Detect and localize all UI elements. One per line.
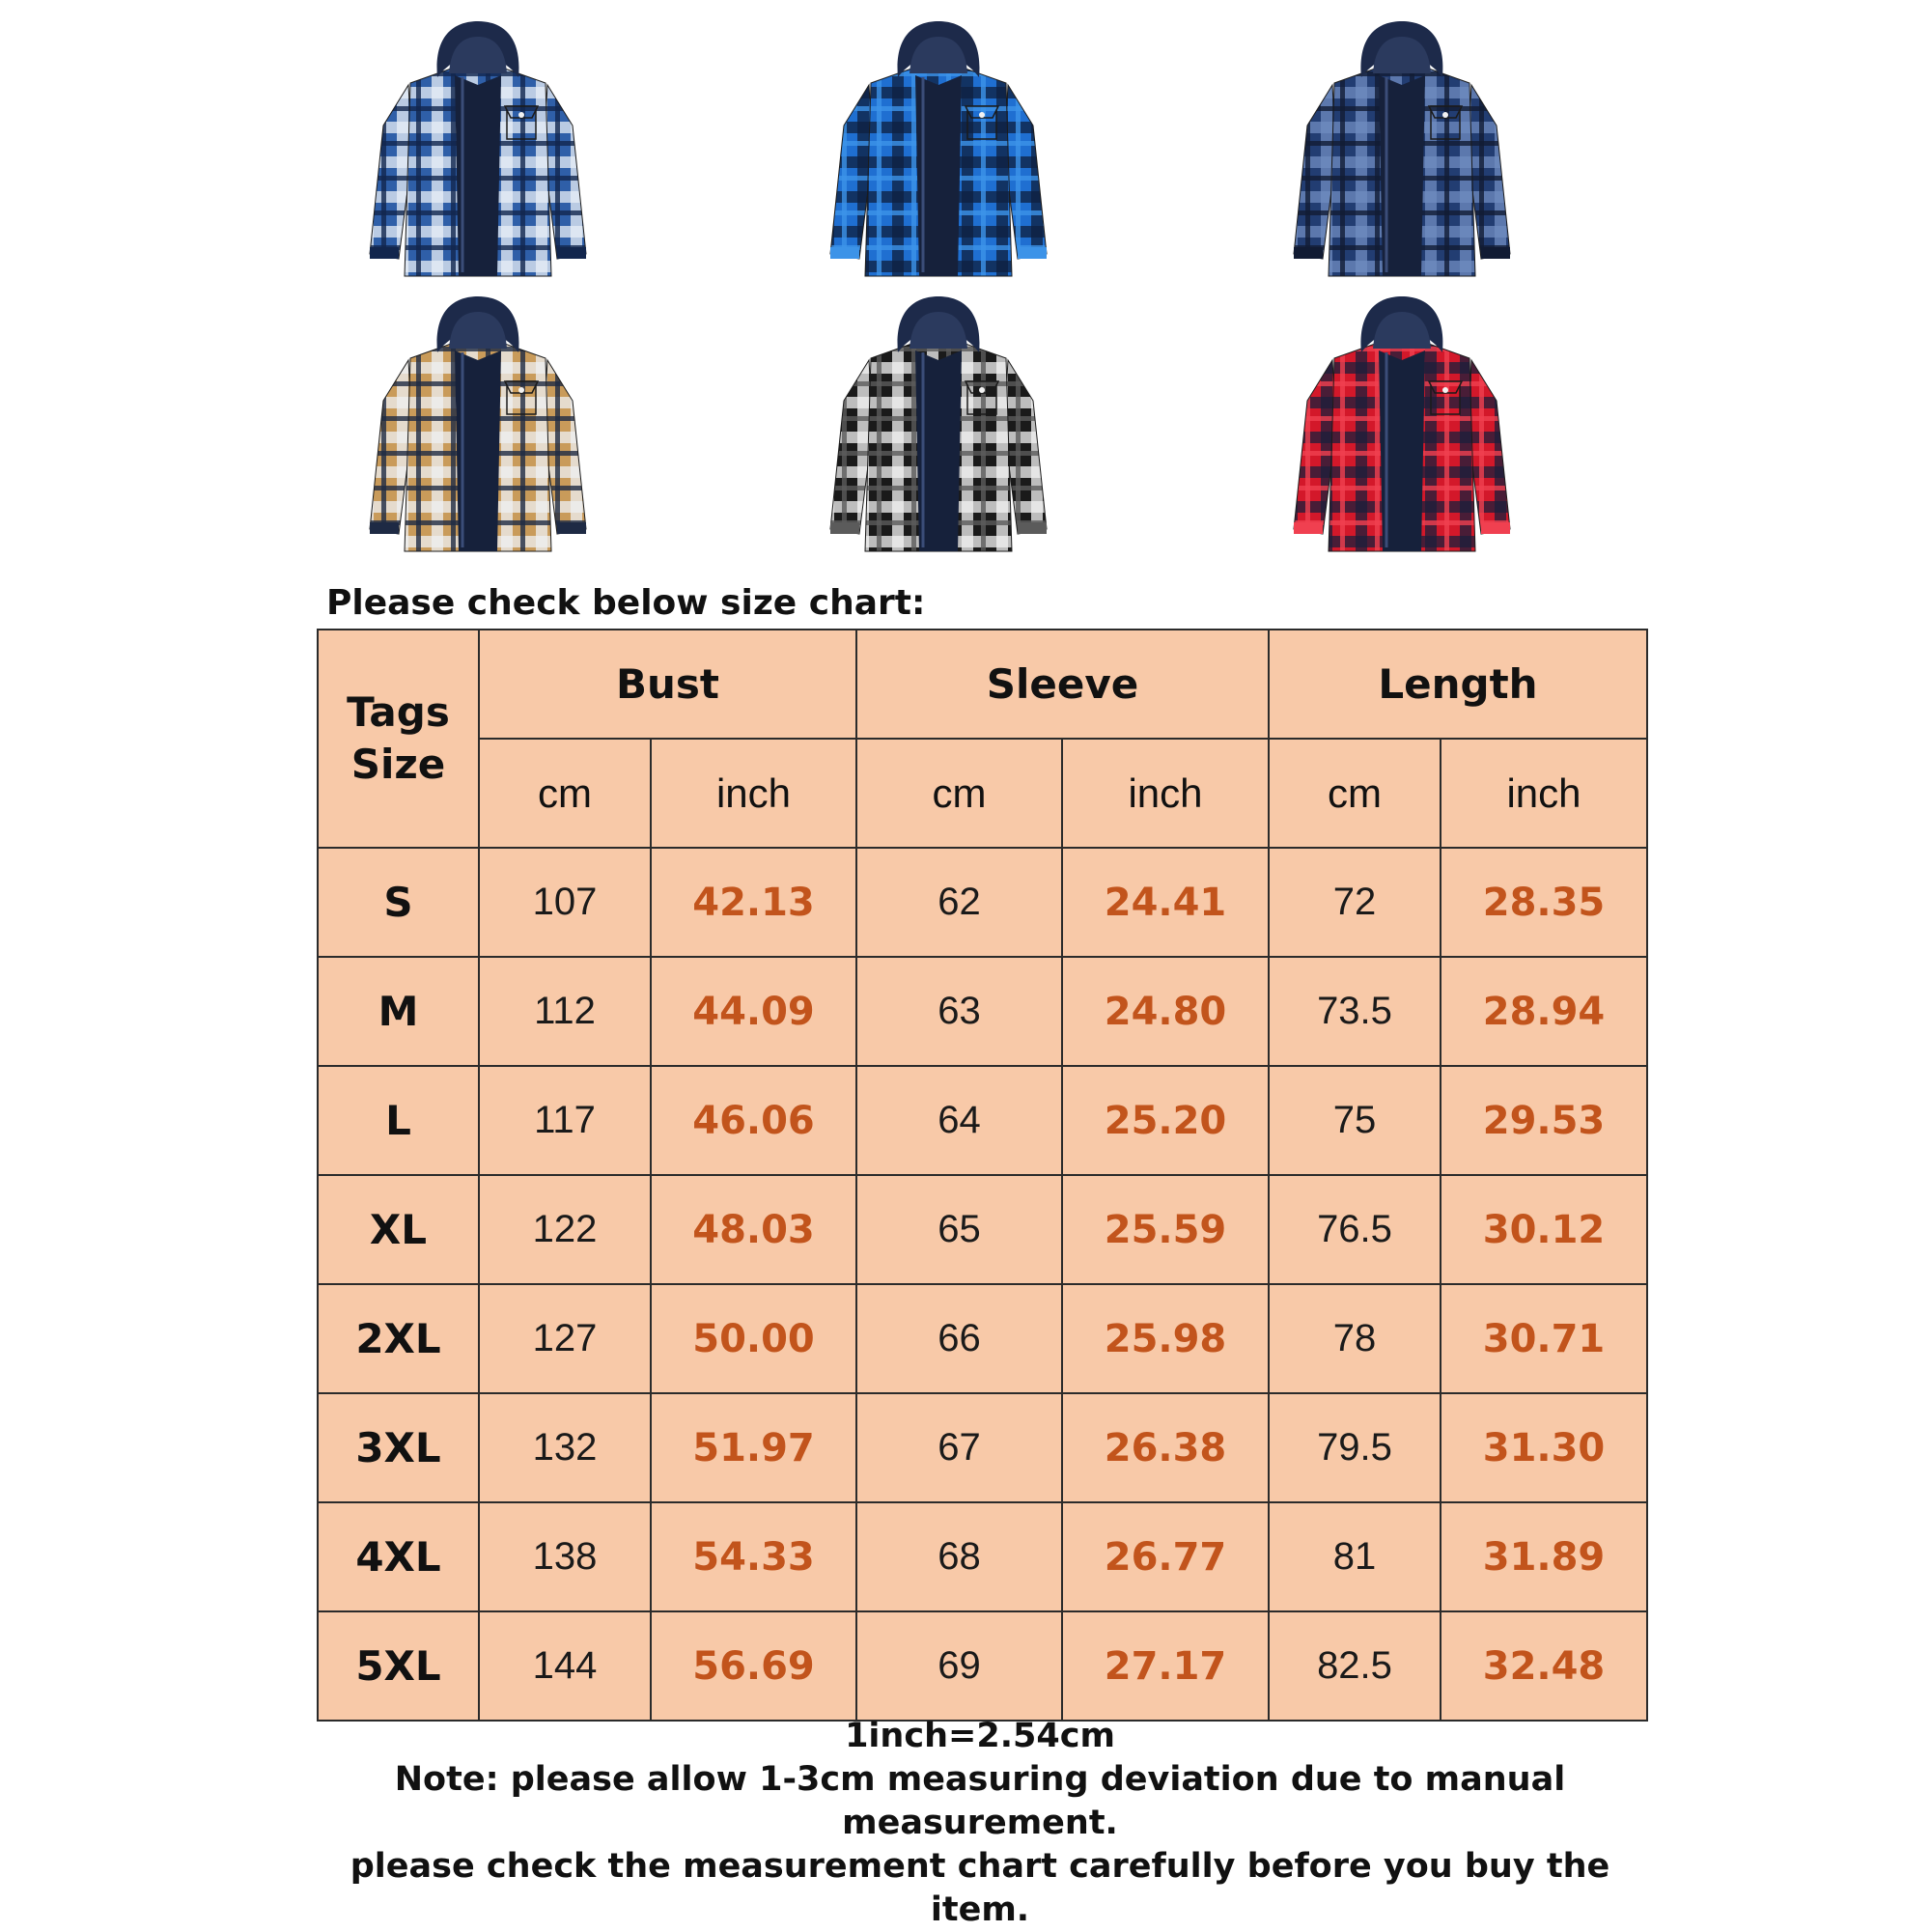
size-cell: S	[318, 848, 479, 957]
length-cm-cell: 81	[1269, 1502, 1441, 1611]
tags-label: Tags	[347, 688, 450, 736]
sleeve-inch-cell: 24.41	[1062, 848, 1269, 957]
length-inch-cell: 28.94	[1441, 957, 1647, 1066]
length-cm-cell: 72	[1269, 848, 1441, 957]
sleeve-inch-cell: 25.98	[1062, 1284, 1269, 1393]
unit-header-cm: cm	[1269, 739, 1441, 848]
sleeve-inch-cell: 26.38	[1062, 1393, 1269, 1502]
sleeve-inch-cell: 27.17	[1062, 1611, 1269, 1721]
length-cm-cell: 78	[1269, 1284, 1441, 1393]
bust-cm-cell: 107	[479, 848, 651, 957]
sleeve-cm-cell: 69	[856, 1611, 1062, 1721]
royal-blue-plaid-hooded-jacket	[823, 17, 1054, 288]
size-cell: XL	[318, 1175, 479, 1284]
table-row	[318, 1175, 1647, 1284]
size-cell: 2XL	[318, 1284, 479, 1393]
bust-inch-cell: 48.03	[651, 1175, 856, 1284]
table-row	[318, 1502, 1647, 1611]
bust-inch-cell: 50.00	[651, 1284, 856, 1393]
sleeve-inch-cell: 25.59	[1062, 1175, 1269, 1284]
size-chart-heading: Please check below size chart:	[326, 583, 926, 623]
bust-inch-cell: 56.69	[651, 1611, 856, 1721]
table-row	[318, 1393, 1647, 1502]
length-cm-cell: 79.5	[1269, 1393, 1441, 1502]
length-inch-cell: 30.12	[1441, 1175, 1647, 1284]
bust-cm-cell: 117	[479, 1066, 651, 1175]
bust-inch-cell: 42.13	[651, 848, 856, 957]
size-cell: M	[318, 957, 479, 1066]
length-cm-cell: 75	[1269, 1066, 1441, 1175]
size-cell: L	[318, 1066, 479, 1175]
tags-size-header	[318, 630, 479, 848]
unit-header-cm: cm	[856, 739, 1062, 848]
red-plaid-hooded-jacket	[1286, 293, 1518, 563]
length-inch-cell: 30.71	[1441, 1284, 1647, 1393]
size-chart-table	[317, 629, 1648, 1722]
table-row	[318, 848, 1647, 957]
unit-header-inch: inch	[1441, 739, 1647, 848]
bust-cm-cell: 138	[479, 1502, 651, 1611]
length-header: Length	[1269, 630, 1647, 739]
check-chart-note: please check the measurement chart carefully before you buy the item.	[350, 1847, 1610, 1929]
sleeve-cm-cell: 64	[856, 1066, 1062, 1175]
sleeve-cm-cell: 63	[856, 957, 1062, 1066]
sleeve-cm-cell: 65	[856, 1175, 1062, 1284]
unit-header-inch: inch	[651, 739, 856, 848]
unit-header-inch: inch	[1062, 739, 1269, 848]
bust-inch-cell: 54.33	[651, 1502, 856, 1611]
bust-inch-cell: 51.97	[651, 1393, 856, 1502]
bust-cm-cell: 132	[479, 1393, 651, 1502]
deviation-note: Note: please allow 1-3cm measuring deviation due to manual	[394, 1760, 1566, 1799]
sleeve-cm-cell: 68	[856, 1502, 1062, 1611]
sleeve-cm-cell: 66	[856, 1284, 1062, 1393]
bust-inch-cell: 44.09	[651, 957, 856, 1066]
table-row	[318, 1066, 1647, 1175]
sleeve-cm-cell: 67	[856, 1393, 1062, 1502]
tan-plaid-hooded-jacket	[362, 293, 594, 563]
sleeve-inch-cell: 25.20	[1062, 1066, 1269, 1175]
bust-cm-cell: 122	[479, 1175, 651, 1284]
length-inch-cell: 31.89	[1441, 1502, 1647, 1611]
size-cell: 3XL	[318, 1393, 479, 1502]
unit-header-cm: cm	[479, 739, 651, 848]
conversion-note: 1inch=2.54cm	[845, 1717, 1115, 1755]
length-inch-cell: 32.48	[1441, 1611, 1647, 1721]
sleeve-inch-cell: 26.77	[1062, 1502, 1269, 1611]
length-cm-cell: 76.5	[1269, 1175, 1441, 1284]
length-inch-cell: 29.53	[1441, 1066, 1647, 1175]
navy-plaid-hooded-jacket	[1286, 17, 1518, 288]
table-row	[318, 1284, 1647, 1393]
bust-inch-cell: 46.06	[651, 1066, 856, 1175]
deviation-note-cont: measurement.	[842, 1804, 1118, 1842]
size-label: Size	[350, 741, 446, 788]
length-inch-cell: 31.30	[1441, 1393, 1647, 1502]
bust-header: Bust	[479, 630, 856, 739]
length-cm-cell: 82.5	[1269, 1611, 1441, 1721]
size-cell: 4XL	[318, 1502, 479, 1611]
length-inch-cell: 28.35	[1441, 848, 1647, 957]
bust-cm-cell: 127	[479, 1284, 651, 1393]
length-cm-cell: 73.5	[1269, 957, 1441, 1066]
sleeve-cm-cell: 62	[856, 848, 1062, 957]
bust-cm-cell: 112	[479, 957, 651, 1066]
sleeve-header: Sleeve	[856, 630, 1269, 739]
bust-cm-cell: 144	[479, 1611, 651, 1721]
table-row	[318, 1611, 1647, 1721]
sleeve-inch-cell: 24.80	[1062, 957, 1269, 1066]
size-notes	[319, 1715, 1641, 1932]
light-blue-plaid-hooded-jacket	[362, 17, 594, 288]
black-white-plaid-hooded-jacket	[823, 293, 1054, 563]
size-cell: 5XL	[318, 1611, 479, 1721]
table-row	[318, 957, 1647, 1066]
